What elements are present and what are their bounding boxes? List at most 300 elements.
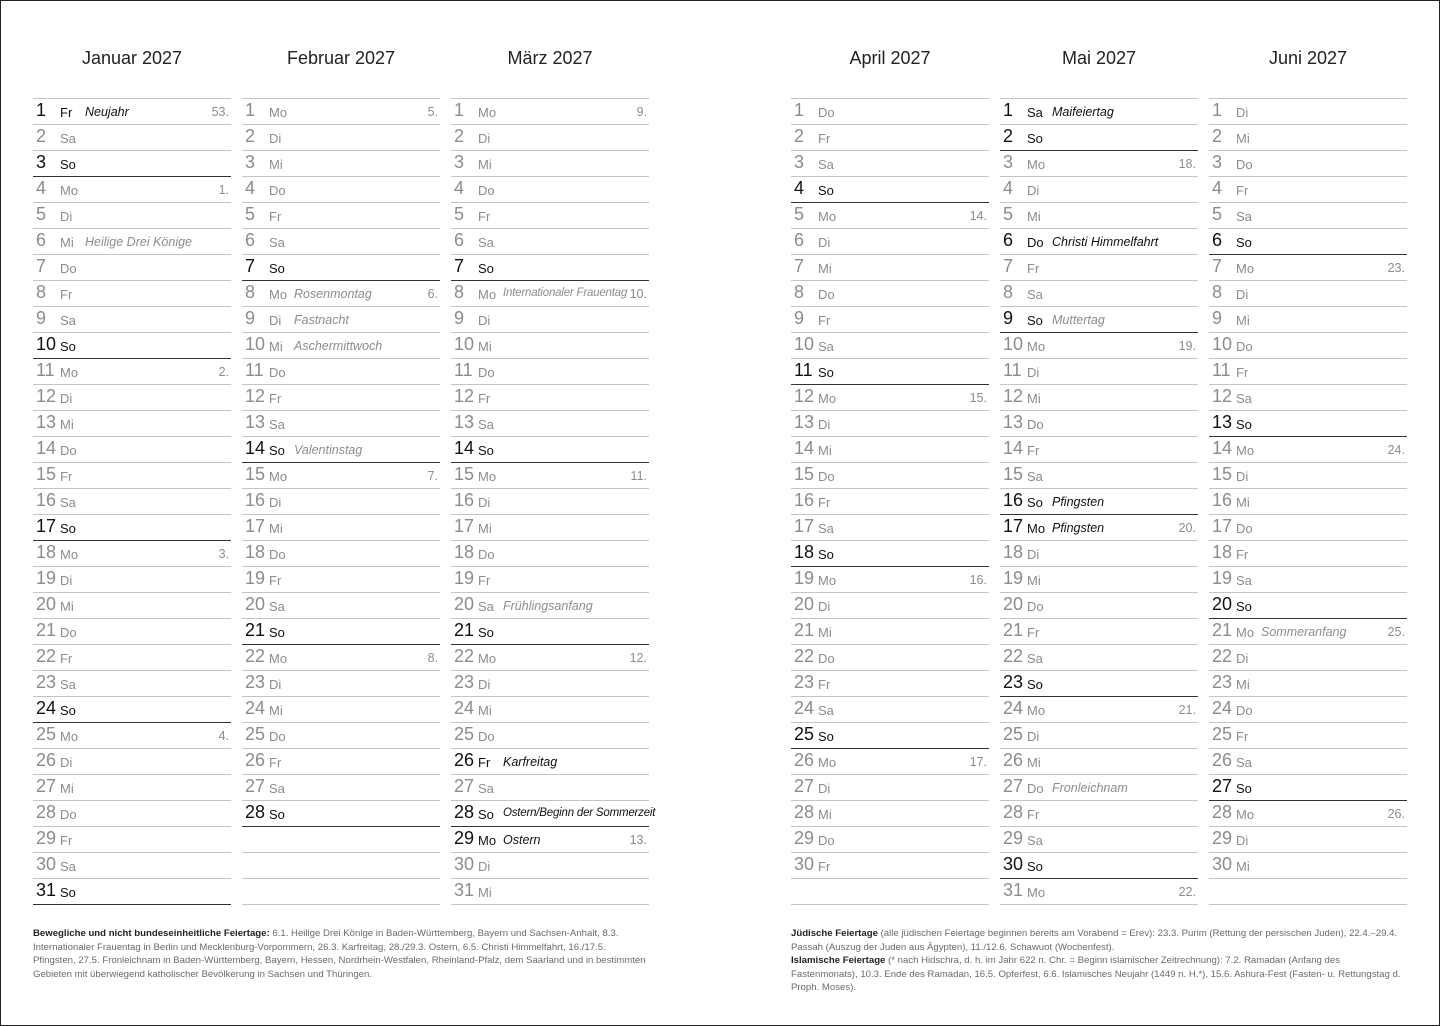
day-row <box>451 307 649 333</box>
day-row <box>1209 255 1407 281</box>
weekday: Di <box>269 313 282 328</box>
day-row <box>1000 749 1198 775</box>
day-row <box>1000 645 1198 671</box>
day-row <box>1209 463 1407 489</box>
weekday: Di <box>1236 469 1249 484</box>
month-title: März 2027 <box>507 48 593 68</box>
weekday: Sa <box>60 859 76 874</box>
weekday: Fr <box>269 209 282 224</box>
weekday: Mo <box>818 755 837 770</box>
weekday: Di <box>1027 183 1040 198</box>
day-number: 15 <box>36 464 57 484</box>
day-number: 13 <box>794 412 815 432</box>
day-number: 5 <box>245 204 256 224</box>
day-row <box>451 125 649 151</box>
day-row <box>1209 489 1407 515</box>
weekday: Fr <box>269 573 282 588</box>
week-number: 25. <box>1387 625 1405 639</box>
day-row <box>451 671 649 697</box>
weekday: Di <box>478 677 491 692</box>
day-row <box>1209 151 1407 177</box>
day-row <box>791 697 989 723</box>
weekday: Fr <box>818 131 831 146</box>
day-number: 1 <box>1003 100 1014 120</box>
day-row <box>1000 177 1198 203</box>
day-row <box>1209 827 1407 853</box>
day-row <box>33 645 231 671</box>
day-row <box>451 541 649 567</box>
weekday: Fr <box>478 573 491 588</box>
week-number: 11. <box>630 469 647 483</box>
weekday: Mi <box>478 703 492 718</box>
day-number: 12 <box>1212 386 1233 406</box>
weekday: Fr <box>818 677 831 692</box>
day-number: 6 <box>794 230 805 250</box>
day-row <box>1209 619 1407 645</box>
week-number: 5. <box>427 105 438 119</box>
day-row <box>451 203 649 229</box>
week-number: 3. <box>218 547 229 561</box>
weekday: Di <box>269 677 282 692</box>
day-number: 3 <box>36 152 47 172</box>
day-number: 22 <box>794 646 815 666</box>
day-number: 29 <box>794 828 815 848</box>
day-row <box>451 593 649 619</box>
day-number: 5 <box>36 204 47 224</box>
day-number: 20 <box>794 594 815 614</box>
day-number: 10 <box>245 334 266 354</box>
day-number: 30 <box>794 854 815 874</box>
weekday: Fr <box>478 755 491 770</box>
day-number: 10 <box>454 334 475 354</box>
weekday: Mi <box>1027 573 1041 588</box>
day-number: 8 <box>1212 282 1223 302</box>
day-number: 22 <box>454 646 475 666</box>
day-row <box>33 775 231 801</box>
holiday-name: Aschermittwoch <box>294 339 383 353</box>
day-list <box>33 98 231 905</box>
day-row <box>791 593 989 619</box>
day-number: 2 <box>1212 126 1223 146</box>
day-number: 11 <box>794 360 813 380</box>
weekday: So <box>1236 599 1252 614</box>
day-number: 28 <box>1003 802 1024 822</box>
weekday: Mi <box>478 157 492 172</box>
day-number: 28 <box>1212 802 1233 822</box>
day-number: 24 <box>454 698 475 718</box>
weekday: Do <box>818 287 835 302</box>
weekday: Do <box>818 469 835 484</box>
weekday: Mo <box>269 651 288 666</box>
day-number: 9 <box>245 308 256 328</box>
weekday: Sa <box>269 781 285 796</box>
weekday: So <box>1027 131 1043 146</box>
day-row <box>451 801 656 827</box>
weekday: Mi <box>818 625 832 640</box>
day-row <box>1209 281 1407 307</box>
day-row <box>791 723 989 749</box>
day-row <box>242 255 440 281</box>
day-row <box>1000 307 1198 333</box>
day-row <box>1209 177 1407 203</box>
day-number: 8 <box>36 282 47 302</box>
day-number: 27 <box>1003 776 1024 796</box>
day-number: 16 <box>454 490 475 510</box>
day-number: 16 <box>245 490 266 510</box>
day-number: 24 <box>1212 698 1233 718</box>
day-number: 12 <box>245 386 266 406</box>
day-number: 3 <box>245 152 256 172</box>
weekday: Mo <box>818 573 837 588</box>
day-row <box>1000 333 1198 359</box>
day-row <box>1209 645 1407 671</box>
weekday: Mo <box>269 469 288 484</box>
day-row <box>451 359 649 385</box>
month-title: Juni 2027 <box>1268 48 1348 68</box>
day-number: 18 <box>454 542 475 562</box>
day-row <box>451 697 649 723</box>
day-number: 21 <box>245 620 266 640</box>
weekday: So <box>60 157 76 172</box>
day-row <box>1209 359 1407 385</box>
day-number: 20 <box>454 594 475 614</box>
day-number: 17 <box>245 516 266 536</box>
footnote-heading: Bewegliche und nicht bundeseinheitliche Feiertage: <box>33 928 270 939</box>
weekday: Di <box>269 495 282 510</box>
weekday: Di <box>60 755 73 770</box>
day-number: 24 <box>36 698 57 718</box>
day-number: 4 <box>1003 178 1014 198</box>
weekday: Do <box>1236 703 1253 718</box>
day-number: 11 <box>245 360 264 380</box>
day-row <box>1209 437 1407 463</box>
day-number: 11 <box>1003 360 1022 380</box>
day-list <box>1000 98 1198 905</box>
day-row <box>791 125 989 151</box>
day-row <box>1209 775 1407 801</box>
day-row <box>1000 463 1198 489</box>
week-number: 20. <box>1178 521 1196 535</box>
weekday: Fr <box>1236 547 1249 562</box>
day-row <box>33 567 231 593</box>
day-row <box>1000 593 1198 619</box>
weekday: Mi <box>60 599 74 614</box>
day-number: 28 <box>454 802 475 822</box>
day-row <box>791 489 989 515</box>
day-number: 27 <box>36 776 57 796</box>
day-number: 7 <box>36 256 47 276</box>
day-number: 25 <box>454 724 475 744</box>
weekday: Do <box>478 183 495 198</box>
day-number: 11 <box>36 360 55 380</box>
weekday: Mo <box>1236 443 1255 458</box>
day-number: 19 <box>245 568 266 588</box>
day-row <box>451 177 649 203</box>
day-row <box>451 827 649 853</box>
weekday: So <box>478 261 494 276</box>
weekday: So <box>60 521 76 536</box>
week-number: 17. <box>969 755 987 769</box>
day-number: 27 <box>245 776 266 796</box>
weekday: So <box>60 885 76 900</box>
day-row <box>33 437 231 463</box>
day-number: 7 <box>245 256 256 276</box>
day-row <box>33 801 231 827</box>
day-number: 14 <box>36 438 57 458</box>
day-number: 7 <box>454 256 465 276</box>
day-number: 12 <box>1003 386 1024 406</box>
day-row <box>33 203 231 229</box>
day-row <box>33 515 231 541</box>
weekday: So <box>269 625 285 640</box>
day-row <box>1000 775 1198 801</box>
weekday: Mi <box>269 703 283 718</box>
day-row <box>1000 515 1198 541</box>
day-number: 17 <box>794 516 815 536</box>
weekday: Mi <box>269 157 283 172</box>
day-number: 8 <box>794 282 805 302</box>
weekday: Fr <box>818 495 831 510</box>
weekday: Sa <box>269 417 285 432</box>
weekday: Sa <box>60 677 76 692</box>
weekday: Sa <box>1236 391 1252 406</box>
day-row <box>1000 385 1198 411</box>
day-list <box>1209 98 1407 905</box>
day-row <box>242 463 440 489</box>
weekday: Mi <box>478 521 492 536</box>
weekday: Di <box>478 313 491 328</box>
day-number: 1 <box>454 100 465 120</box>
weekday: Do <box>1027 599 1044 614</box>
day-row <box>33 359 231 385</box>
day-row <box>451 411 649 437</box>
weekday: Sa <box>269 235 285 250</box>
week-number: 16. <box>969 573 987 587</box>
week-number: 23. <box>1387 261 1405 275</box>
weekday: Fr <box>269 755 282 770</box>
day-number: 11 <box>454 360 473 380</box>
day-number: 6 <box>1212 230 1223 250</box>
weekday: Mo <box>269 287 288 302</box>
day-number: 8 <box>454 282 465 302</box>
day-number: 29 <box>1003 828 1024 848</box>
day-number: 10 <box>1003 334 1024 354</box>
weekday: Mi <box>1027 209 1041 224</box>
day-row <box>1000 99 1198 125</box>
week-number: 7. <box>427 469 438 483</box>
day-number: 4 <box>1212 178 1223 198</box>
weekday: Sa <box>1236 573 1252 588</box>
day-row <box>451 229 649 255</box>
day-row <box>791 619 989 645</box>
day-row <box>1209 541 1407 567</box>
day-row <box>1209 593 1407 619</box>
day-row <box>242 697 440 723</box>
day-number: 4 <box>36 178 47 198</box>
weekday: Di <box>1027 365 1040 380</box>
day-row <box>242 411 440 437</box>
weekday: Di <box>60 209 73 224</box>
weekday: Sa <box>1027 287 1043 302</box>
weekday: Do <box>60 625 77 640</box>
day-row <box>451 619 649 645</box>
holiday-name: Pfingsten <box>1052 521 1105 535</box>
day-row <box>451 749 649 775</box>
holiday-name: Sommeranfang <box>1261 625 1347 639</box>
footnote-religious-holidays <box>791 927 1406 995</box>
weekday: So <box>818 729 834 744</box>
day-row <box>451 567 649 593</box>
day-number: 26 <box>1003 750 1024 770</box>
day-row <box>242 723 440 749</box>
footnote-text: 6.1. Heilige Drei Könige in Baden-Württemberg, Bayern und Sachsen-Anhalt, 8.3. Internationaler Frauentag in Berlin und Mecklenburg-Vorpommern, 26.3. Karfreitag, 28./29.3. Ostern, 6.5. Christi Himmelfahrt, 16./17.5. Pfingsten, 27.5. Fronleichnam in Baden-Württemberg, Bayern, Hessen, Nordrhein-Westfalen, Rheinland-Pfalz, dem Saarland und in bestimmten Gebieten mit überwiegend katholischer Bevölkerung in Sachsen und Thüringen. <box>33 928 646 980</box>
day-row <box>242 333 440 359</box>
day-row <box>451 255 649 281</box>
day-row <box>33 671 231 697</box>
day-number: 3 <box>794 152 805 172</box>
weekday: Do <box>478 729 495 744</box>
weekday: Mi <box>1236 131 1250 146</box>
weekday: Mi <box>1027 755 1041 770</box>
weekday: Sa <box>60 495 76 510</box>
weekday: Mo <box>1027 157 1046 172</box>
day-row <box>1209 749 1407 775</box>
day-row <box>242 177 440 203</box>
weekday: So <box>1027 495 1043 510</box>
day-number: 5 <box>794 204 805 224</box>
day-number: 3 <box>1212 152 1223 172</box>
day-number: 17 <box>1003 516 1024 536</box>
day-row <box>242 99 440 125</box>
weekday: Mi <box>1236 859 1250 874</box>
day-number: 18 <box>1003 542 1024 562</box>
day-number: 11 <box>1212 360 1231 380</box>
day-number: 2 <box>454 126 465 146</box>
weekday: Mi <box>1236 495 1250 510</box>
weekday: Do <box>269 183 286 198</box>
day-number: 15 <box>454 464 475 484</box>
day-row <box>451 775 649 801</box>
day-number: 17 <box>1212 516 1233 536</box>
day-number: 29 <box>1212 828 1233 848</box>
weekday: Do <box>1027 235 1044 250</box>
day-number: 19 <box>794 568 815 588</box>
weekday: Do <box>60 443 77 458</box>
day-number: 2 <box>1003 126 1014 146</box>
weekday: Mi <box>60 417 74 432</box>
day-row <box>791 541 989 567</box>
day-number: 5 <box>1212 204 1223 224</box>
weekday: Mo <box>478 105 497 120</box>
weekday: Sa <box>1027 105 1043 120</box>
day-number: 9 <box>1003 308 1014 328</box>
month-title: Februar 2027 <box>286 48 396 68</box>
day-number: 9 <box>36 308 47 328</box>
holiday-name: Fronleichnam <box>1052 781 1128 795</box>
day-number: 30 <box>36 854 57 874</box>
weekday: Sa <box>60 313 76 328</box>
day-list <box>242 98 440 905</box>
day-number: 26 <box>454 750 475 770</box>
weekday: So <box>60 703 76 718</box>
weekday: Do <box>1027 781 1044 796</box>
day-number: 26 <box>794 750 815 770</box>
day-row <box>791 203 989 229</box>
day-row <box>1000 801 1198 827</box>
day-row <box>33 255 231 281</box>
day-number: 10 <box>36 334 57 354</box>
day-number: 7 <box>794 256 805 276</box>
day-number: 27 <box>794 776 815 796</box>
weekday: Do <box>1236 339 1253 354</box>
week-number: 22. <box>1178 885 1196 899</box>
day-row <box>791 827 989 853</box>
day-number: 3 <box>1003 152 1014 172</box>
weekday: Fr <box>1027 807 1040 822</box>
day-row <box>1209 333 1407 359</box>
day-number: 27 <box>1212 776 1233 796</box>
weekday: So <box>818 365 834 380</box>
day-row <box>791 645 989 671</box>
day-row <box>33 723 231 749</box>
day-row <box>33 99 231 125</box>
weekday: Do <box>818 833 835 848</box>
weekday: Sa <box>478 417 494 432</box>
week-number: 14. <box>969 209 987 223</box>
weekday: So <box>478 625 494 640</box>
weekday: Sa <box>1027 469 1043 484</box>
weekday: Di <box>818 417 831 432</box>
holiday-name: Ostern <box>503 833 541 847</box>
day-row <box>451 853 649 879</box>
weekday: Do <box>1027 417 1044 432</box>
day-row <box>1000 151 1198 177</box>
day-row <box>1209 801 1407 827</box>
week-number: 24. <box>1387 443 1405 457</box>
day-row <box>791 359 989 385</box>
day-number: 12 <box>36 386 57 406</box>
day-row <box>33 827 231 853</box>
day-row <box>451 385 649 411</box>
day-row <box>242 515 440 541</box>
day-number: 23 <box>454 672 475 692</box>
weekday: Mo <box>1027 521 1046 536</box>
day-row <box>791 255 989 281</box>
day-number: 13 <box>454 412 475 432</box>
weekday: Di <box>60 391 73 406</box>
day-row <box>33 463 231 489</box>
day-number: 12 <box>454 386 475 406</box>
weekday: So <box>478 807 494 822</box>
day-number: 18 <box>1212 542 1233 562</box>
day-number: 14 <box>1003 438 1024 458</box>
day-row <box>1000 827 1198 853</box>
day-number: 10 <box>1212 334 1233 354</box>
day-number: 5 <box>1003 204 1014 224</box>
day-row <box>1000 359 1198 385</box>
holiday-name: Christi Himmelfahrt <box>1052 235 1159 249</box>
day-number: 24 <box>794 698 815 718</box>
day-number: 4 <box>245 178 256 198</box>
day-number: 15 <box>1212 464 1233 484</box>
day-row <box>242 437 440 463</box>
weekday: Mo <box>1236 625 1255 640</box>
day-number: 30 <box>1003 854 1024 874</box>
weekday: Do <box>818 651 835 666</box>
day-number: 20 <box>1003 594 1024 614</box>
weekday: So <box>60 339 76 354</box>
day-row <box>242 619 440 645</box>
